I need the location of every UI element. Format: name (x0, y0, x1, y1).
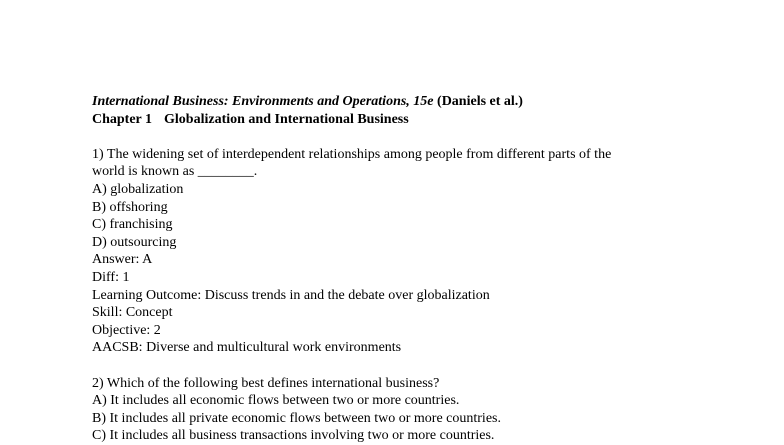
chapter-heading (92, 111, 772, 129)
book-title: International Business: Environments and Operations, 15e (92, 94, 434, 109)
spacer (92, 128, 772, 146)
question-1-answer: Answer: A (92, 252, 153, 268)
spacer (92, 357, 772, 375)
book-authors: (Daniels et al.) (437, 94, 523, 109)
question-1 (92, 146, 772, 357)
question-1-stem-line1: 1) The widening set of interdependent relationships among people from different parts of the (92, 146, 612, 162)
question-2-option-a: A) It includes all economic flows between two or more countries. (92, 393, 460, 409)
question-1-option-b: B) offshoring (92, 199, 168, 215)
question-1-stem-line2: world is known as ________. (92, 164, 258, 180)
question-2 (92, 375, 772, 445)
question-2-option-b: B) It includes all private economic flows between two or more countries. (92, 410, 501, 426)
document-header (92, 93, 772, 111)
document-page (92, 93, 772, 445)
question-1-diff: Diff: 1 (92, 269, 130, 285)
question-1-aacsb: AACSB: Diverse and multicultural work environments (92, 340, 402, 356)
question-1-option-a: A) globalization (92, 181, 184, 197)
chapter-title: Globalization and International Business (164, 111, 409, 127)
question-1-skill: Skill: Concept (92, 305, 173, 321)
question-1-option-d: D) outsourcing (92, 234, 177, 250)
question-2-option-c: C) It includes all business transactions involving two or more countries. (92, 428, 495, 444)
question-1-learning-outcome: Learning Outcome: Discuss trends in and the debate over globalization (92, 287, 490, 303)
question-2-stem-line1: 2) Which of the following best defines international business? (92, 375, 440, 391)
chapter-number: Chapter 1 (92, 111, 153, 127)
question-1-option-c: C) franchising (92, 217, 173, 233)
question-1-objective: Objective: 2 (92, 322, 161, 338)
